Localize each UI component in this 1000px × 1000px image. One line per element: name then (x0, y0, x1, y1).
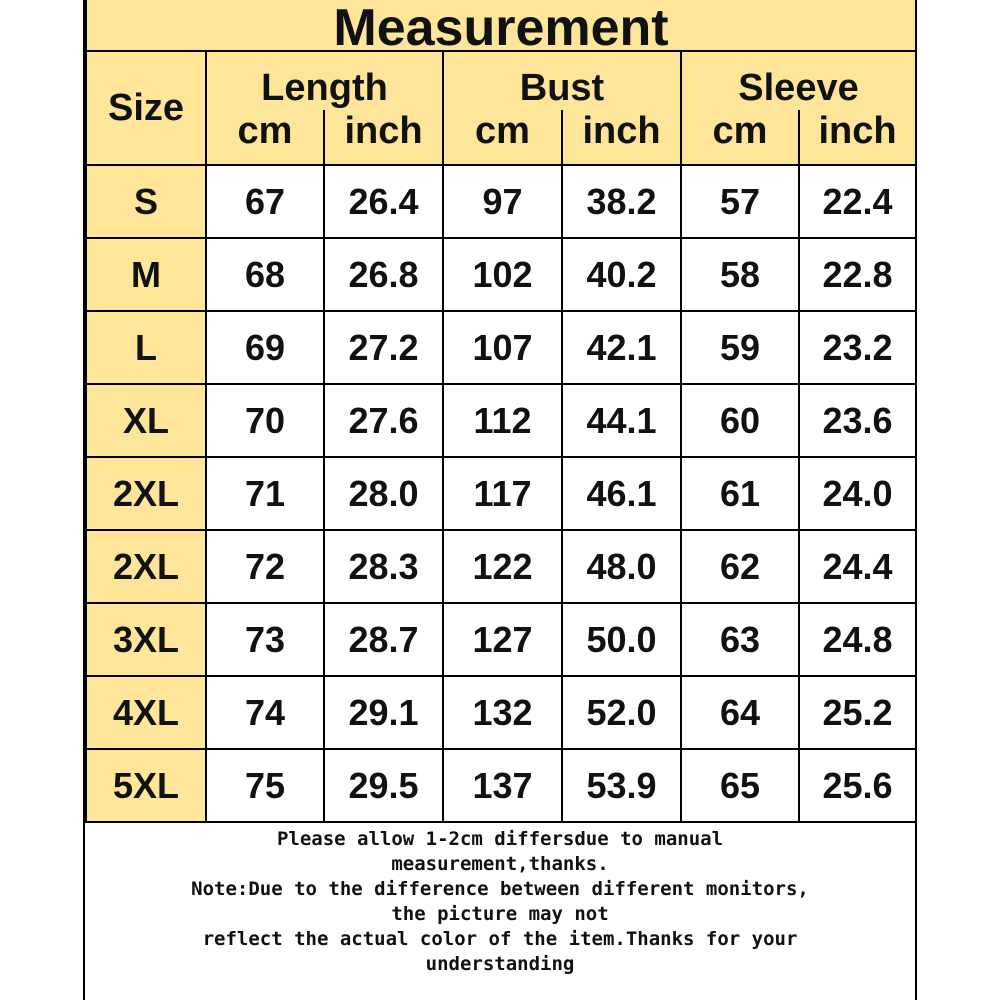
value-cell: 97 (443, 165, 562, 238)
note-line: measurement,thanks. (391, 853, 609, 875)
value-cell: 61 (681, 457, 799, 530)
value-cell: 137 (443, 749, 562, 822)
value-cell: 23.6 (799, 384, 916, 457)
value-cell: 65 (681, 749, 799, 822)
size-cell: M (86, 238, 206, 311)
value-cell: 59 (681, 311, 799, 384)
value-cell: 24.0 (799, 457, 916, 530)
table-row (86, 384, 916, 457)
value-cell: 62 (681, 530, 799, 603)
note-line: Note:Due to the difference between different monitors, (191, 878, 809, 900)
value-cell: 29.5 (324, 749, 443, 822)
note-line: reflect the actual color of the item.Thanks for your (202, 928, 798, 950)
value-cell: 48.0 (562, 530, 681, 603)
value-cell: 70 (206, 384, 324, 457)
value-cell: 102 (443, 238, 562, 311)
value-cell: 28.3 (324, 530, 443, 603)
value-cell: 52.0 (562, 676, 681, 749)
size-cell: 4XL (86, 676, 206, 749)
value-cell: 22.4 (799, 165, 916, 238)
note-line: the picture may not (391, 903, 609, 925)
measurement-table (85, 0, 917, 823)
table-row (86, 676, 916, 749)
value-cell: 25.2 (799, 676, 916, 749)
value-cell: 22.8 (799, 238, 916, 311)
value-cell: 107 (443, 311, 562, 384)
value-cell: 67 (206, 165, 324, 238)
value-cell: 122 (443, 530, 562, 603)
value-cell: 26.8 (324, 238, 443, 311)
value-cell: 28.7 (324, 603, 443, 676)
size-cell: 3XL (86, 603, 206, 676)
value-cell: 72 (206, 530, 324, 603)
value-cell: 73 (206, 603, 324, 676)
size-cell: 2XL (86, 457, 206, 530)
unit-header: cm (206, 110, 324, 165)
value-cell: 64 (681, 676, 799, 749)
table-row (86, 749, 916, 822)
value-cell: 29.1 (324, 676, 443, 749)
value-cell: 69 (206, 311, 324, 384)
table-row (86, 530, 916, 603)
value-cell: 68 (206, 238, 324, 311)
note-line: understanding (425, 953, 575, 975)
value-cell: 42.1 (562, 311, 681, 384)
note-line: Please allow 1-2cm differsdue to manual (276, 828, 724, 850)
value-cell: 25.6 (799, 749, 916, 822)
table-row (86, 238, 916, 311)
value-cell: 132 (443, 676, 562, 749)
table-row (86, 603, 916, 676)
unit-header: inch (799, 110, 916, 165)
value-cell: 74 (206, 676, 324, 749)
value-cell: 57 (681, 165, 799, 238)
value-cell: 40.2 (562, 238, 681, 311)
value-cell: 50.0 (562, 603, 681, 676)
value-cell: 24.8 (799, 603, 916, 676)
value-cell: 24.4 (799, 530, 916, 603)
size-cell: 5XL (86, 749, 206, 822)
group-header-sleeve: Sleeve (681, 51, 916, 110)
table-title: Measurement (86, 0, 916, 51)
table-row (86, 457, 916, 530)
size-chart (83, 0, 917, 1000)
value-cell: 63 (681, 603, 799, 676)
group-header-bust: Bust (443, 51, 681, 110)
value-cell: 38.2 (562, 165, 681, 238)
value-cell: 127 (443, 603, 562, 676)
table-row (86, 311, 916, 384)
unit-header: cm (443, 110, 562, 165)
unit-header: inch (324, 110, 443, 165)
size-cell: S (86, 165, 206, 238)
value-cell: 26.4 (324, 165, 443, 238)
table-row (86, 165, 916, 238)
unit-header: cm (681, 110, 799, 165)
value-cell: 58 (681, 238, 799, 311)
value-cell: 27.6 (324, 384, 443, 457)
value-cell: 23.2 (799, 311, 916, 384)
value-cell: 112 (443, 384, 562, 457)
notes (85, 823, 915, 977)
size-header: Size (86, 51, 206, 165)
value-cell: 46.1 (562, 457, 681, 530)
size-cell: 2XL (86, 530, 206, 603)
value-cell: 117 (443, 457, 562, 530)
value-cell: 44.1 (562, 384, 681, 457)
size-cell: L (86, 311, 206, 384)
value-cell: 75 (206, 749, 324, 822)
group-header-length: Length (206, 51, 443, 110)
value-cell: 27.2 (324, 311, 443, 384)
value-cell: 71 (206, 457, 324, 530)
size-cell: XL (86, 384, 206, 457)
unit-header: inch (562, 110, 681, 165)
value-cell: 28.0 (324, 457, 443, 530)
value-cell: 53.9 (562, 749, 681, 822)
value-cell: 60 (681, 384, 799, 457)
